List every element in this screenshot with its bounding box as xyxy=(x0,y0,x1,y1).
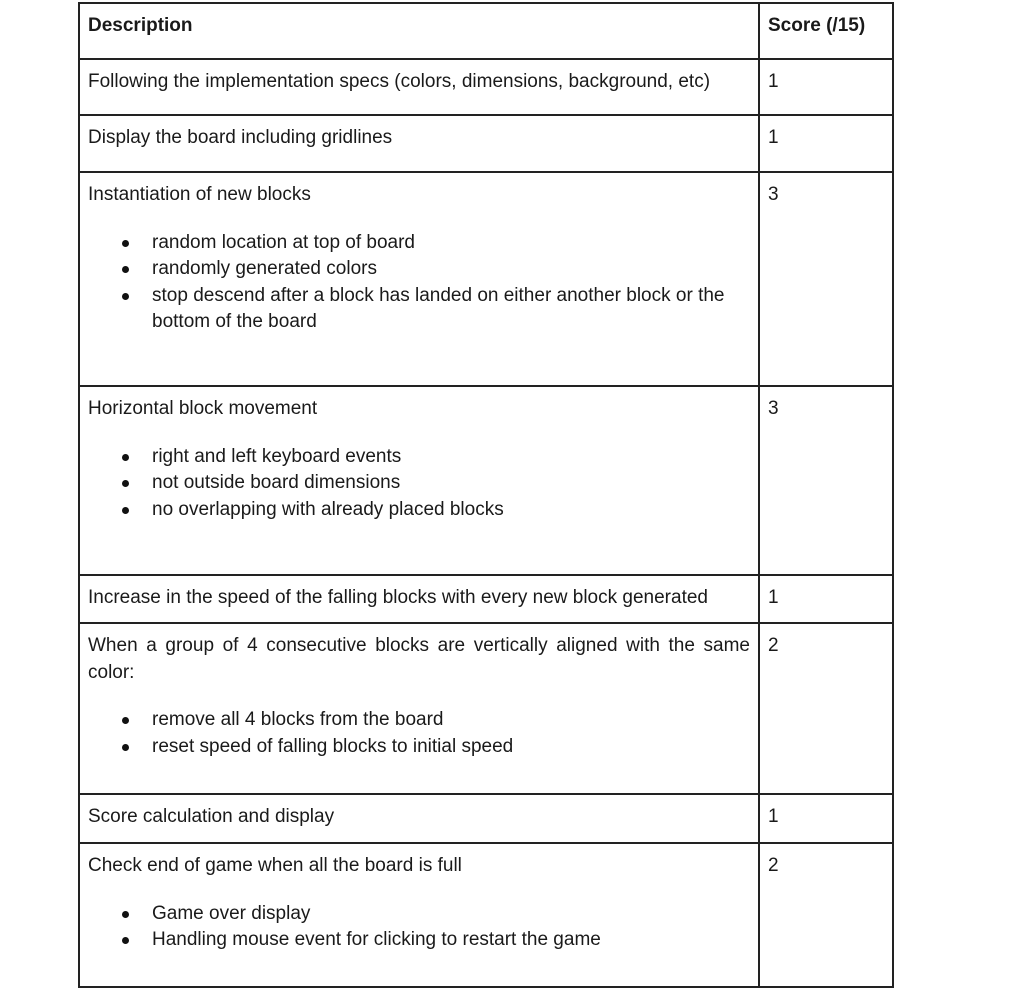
bullet-item: not outside board dimensions xyxy=(152,470,750,497)
row-description-text: Horizontal block movement xyxy=(88,398,318,419)
table-row xyxy=(79,172,893,386)
row-description xyxy=(79,59,759,115)
row-description xyxy=(79,115,759,172)
header-score: Score (/15) xyxy=(759,3,893,59)
row-score: 3 xyxy=(759,386,893,575)
bullet-item: stop descend after a block has landed on either another block or the bottom of the board xyxy=(152,283,750,336)
bullet-item: randomly generated colors xyxy=(152,256,750,283)
bullet-item: remove all 4 blocks from the board xyxy=(152,707,750,734)
bullet-list xyxy=(88,230,750,336)
bullet-item: no overlapping with already placed blocks xyxy=(152,497,750,524)
table-row xyxy=(79,843,893,987)
row-score: 2 xyxy=(759,843,893,987)
header-row xyxy=(79,3,893,59)
bullet-item: Game over display xyxy=(152,901,750,928)
row-description xyxy=(79,843,759,987)
table-row xyxy=(79,623,893,794)
row-description-text: When a group of 4 consecutive blocks are vertically aligned with the same color: xyxy=(88,635,750,683)
row-description-text: Increase in the speed of the falling blocks with every new block generated xyxy=(88,587,708,608)
bullet-item: Handling mouse event for clicking to restart the game xyxy=(152,927,750,954)
table-row xyxy=(79,115,893,172)
table-row xyxy=(79,386,893,575)
row-description xyxy=(79,794,759,843)
table-row xyxy=(79,575,893,623)
row-score: 1 xyxy=(759,59,893,115)
row-description-text: Following the implementation specs (colors, dimensions, background, etc) xyxy=(88,71,711,92)
bullet-list xyxy=(88,444,750,524)
row-description-text: Check end of game when all the board is full xyxy=(88,855,462,876)
row-score: 3 xyxy=(759,172,893,386)
bullet-item: random location at top of board xyxy=(152,230,750,257)
table-row xyxy=(79,59,893,115)
row-description-text: Score calculation and display xyxy=(88,806,335,827)
row-score: 2 xyxy=(759,623,893,794)
row-score: 1 xyxy=(759,794,893,843)
table-row xyxy=(79,794,893,843)
bullet-list xyxy=(88,901,750,954)
row-description xyxy=(79,172,759,386)
row-description xyxy=(79,623,759,794)
row-description-text: Display the board including gridlines xyxy=(88,127,393,148)
row-description xyxy=(79,386,759,575)
header-description: Description xyxy=(79,3,759,59)
bullet-item: right and left keyboard events xyxy=(152,444,750,471)
row-description xyxy=(79,575,759,623)
bullet-item: reset speed of falling blocks to initial speed xyxy=(152,734,750,761)
grading-rubric-table xyxy=(78,2,894,988)
row-description-text: Instantiation of new blocks xyxy=(88,184,311,205)
row-score: 1 xyxy=(759,575,893,623)
row-score: 1 xyxy=(759,115,893,172)
bullet-list xyxy=(88,707,750,760)
